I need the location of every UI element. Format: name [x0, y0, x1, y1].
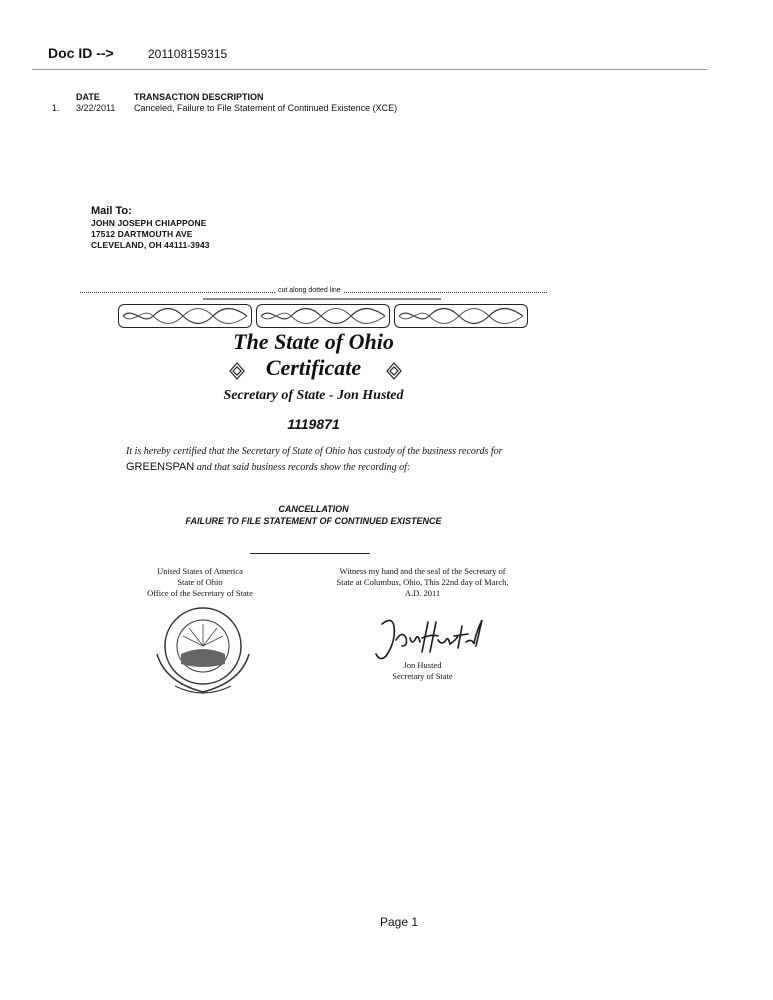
ornamental-border-left	[118, 304, 252, 328]
right-block-line-3: A.D. 2011	[404, 588, 441, 598]
page-number: Page 1	[380, 915, 419, 929]
certification-text-continued	[126, 461, 410, 473]
ornamental-border-right	[394, 304, 528, 328]
mail-address-city: CLEVELAND, OH 44111-3943	[91, 240, 210, 250]
action-cancellation: CANCELLATION	[278, 504, 349, 514]
cut-bar	[203, 298, 441, 300]
right-block-line-1: Witness my hand and the seal of the Secretary of	[339, 566, 506, 576]
certificate-title: The State of Ohio	[233, 329, 394, 354]
cut-instruction: cut along dotted line	[278, 287, 341, 294]
certificate-subtitle: Certificate	[265, 355, 362, 380]
separator-line	[250, 553, 370, 554]
signer-name: Jon Husted	[403, 660, 442, 670]
doc-id-label: Doc ID -->	[48, 45, 114, 61]
ornament-right-icon	[385, 362, 403, 380]
certificate-number: 1119871	[287, 416, 340, 432]
date-column-header: DATE	[76, 92, 100, 102]
right-block-line-2: State at Columbus, Ohio, This 22nd day of March,	[336, 577, 509, 587]
certification-text: It is hereby certified that the Secretary of State of Ohio has custody of the business records for	[126, 446, 503, 457]
left-block-line-2: State of Ohio	[177, 577, 223, 587]
action-failure-to-file: FAILURE TO FILE STATEMENT OF CONTINUED EXISTENCE	[185, 516, 442, 526]
certification-text-tail: and that said business records show the recording of:	[194, 462, 411, 473]
row-date: 3/22/2011	[76, 103, 116, 113]
header-divider	[32, 69, 707, 70]
description-column-header: TRANSACTION DESCRIPTION	[134, 92, 264, 102]
left-block-line-1: United States of America	[157, 566, 243, 576]
doc-id-value: 201108159315	[148, 47, 228, 61]
business-name: GREENSPAN	[126, 461, 195, 473]
left-block-line-3: Office of the Secretary of State	[147, 588, 253, 598]
mail-address-name: JOHN JOSEPH CHIAPPONE	[91, 218, 207, 228]
signature-image	[372, 612, 492, 664]
ornamental-border-center	[256, 304, 390, 328]
state-seal-icon	[145, 604, 263, 704]
mail-address-street: 17512 DARTMOUTH AVE	[91, 229, 193, 239]
signer-title: Secretary of State	[392, 671, 453, 681]
row-number: 1.	[52, 103, 60, 113]
mail-to-label: Mail To:	[91, 205, 132, 217]
row-description: Canceled, Failure to File Statement of Continued Existence (XCE)	[134, 103, 398, 113]
secretary-line: Secretary of State - Jon Husted	[223, 388, 404, 403]
